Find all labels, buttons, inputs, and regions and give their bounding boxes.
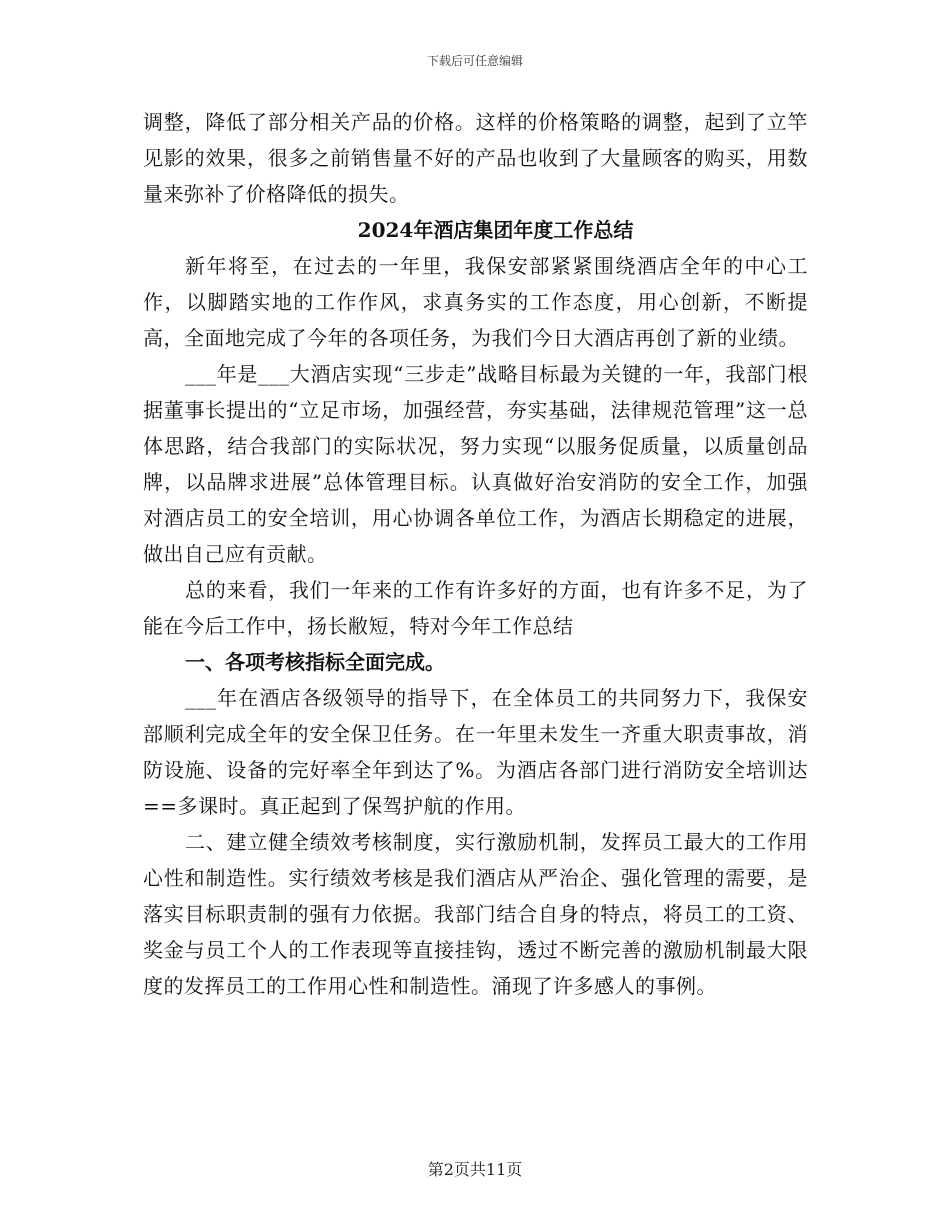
page-header-note: 下载后可任意编辑	[426, 54, 523, 68]
lead-paragraph: 调整，降低了部分相关产品的价格。这样的价格策略的调整，起到了立竿见影的效果，很多之前销售量不好的产品也收到了大量顾客的购买，用数量来弥补了价格降低的损失。	[143, 110, 808, 206]
paragraph-overview: 总的来看，我们一年来的工作有许多好的方面，也有许多不足，为了能在今后工作中，扬长敝短，特对今年工作总结	[143, 578, 808, 638]
section-heading-1: 一、各项考核指标全面完成。	[185, 650, 445, 674]
paragraph-intro: 新年将至，在过去的一年里，我保安部紧紧围绕酒店全年的中心工作，以脚踏实地的工作作风，求真务实的工作态度，用心创新，不断提高，全面地完成了今年的各项任务，为我们今日大酒店再创了新的业绩。	[143, 254, 808, 350]
page-number: 第2页共11页	[427, 1160, 523, 1179]
document-title: 2024年酒店集团年度工作总结	[357, 218, 634, 242]
document-body	[143, 104, 808, 1004]
section-1-paragraph: ___年在酒店各级领导的指导下，在全体员工的共同努力下，我保安部顺利完成全年的安全保卫任务。在一年里未发生一齐重大职责事故，消防设施、设备的完好率全年到达了%。为酒店各部门进行消防安全培训达==多课时。真正起到了保驾护航的作用。	[143, 686, 808, 818]
section-2-paragraph: 二、建立健全绩效考核制度，实行激励机制，发挥员工最大的工作用心性和制造性。实行绩效考核是我们酒店从严治企、强化管理的需要，是落实目标职责制的强有力依据。我部门结合自身的特点，将员工的工资、奖金与员工个人的工作表现等直接挂钩，透过不断完善的激励机制最大限度的发挥员工的工作用心性和制造性。涌现了许多感人的事例。	[143, 830, 808, 998]
paragraph-strategy: ___年是___大酒店实现“三步走”战略目标最为关键的一年，我部门根据董事长提出的“立足市场，加强经营，夯实基础，法律规范管理”这一总体思路，结合我部门的实际状况，努力实现“以服务促质量，以质量创品牌，以品牌求进展”总体管理目标。认真做好治安消防的安全工作，加强对酒店员工的安全培训，用心协调各单位工作，为酒店长期稳定的进展，做出自己应有贡献。	[143, 362, 808, 566]
